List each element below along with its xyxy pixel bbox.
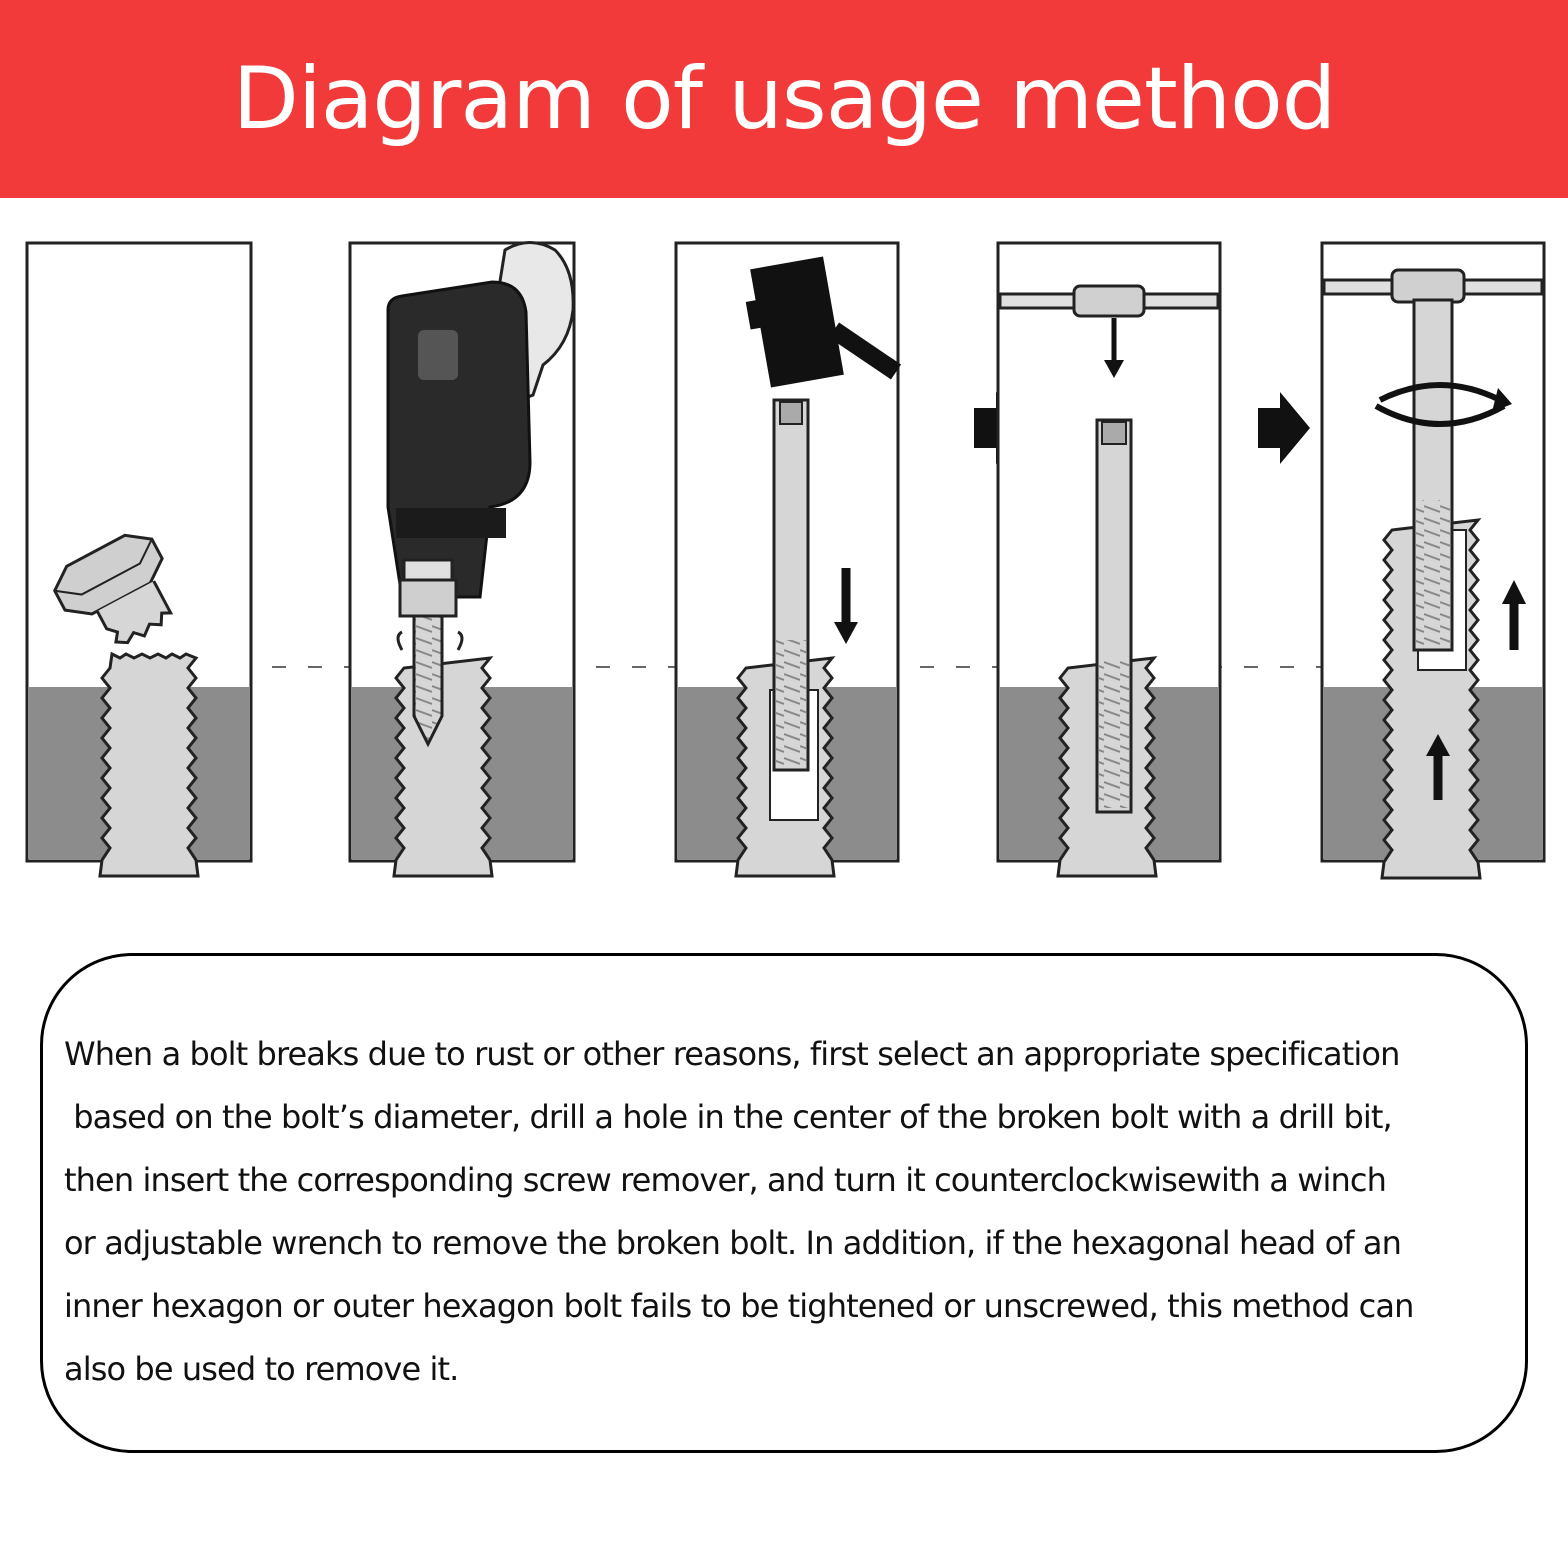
description-text bbox=[64, 1023, 1516, 1401]
drill-bit-icon bbox=[414, 616, 442, 744]
step-1-panel bbox=[27, 243, 251, 876]
description-line: or adjustable wrench to remove the broken bolt. In addition, if the hexagonal head of an bbox=[64, 1224, 1401, 1262]
description-line: inner hexagon or outer hexagon bolt fails to be tightened or unscrewed, this method can bbox=[64, 1287, 1414, 1325]
description-line: also be used to remove it. bbox=[64, 1350, 459, 1388]
next-step-arrow-icon bbox=[1258, 392, 1310, 464]
step-2-panel bbox=[350, 243, 574, 877]
step-3-panel bbox=[676, 243, 898, 876]
description-line: based on the bolt’s diameter, drill a hole in the center of the broken bolt with a drill bit, bbox=[64, 1098, 1392, 1136]
step-4-panel bbox=[974, 243, 1220, 876]
step-5-panel bbox=[1258, 243, 1544, 878]
steps-illustration bbox=[0, 230, 1568, 880]
header-banner bbox=[0, 0, 1568, 198]
page-title: Diagram of usage method bbox=[232, 49, 1336, 149]
description-line: When a bolt breaks due to rust or other reasons, first select an appropriate specification bbox=[64, 1035, 1400, 1073]
bolt-thread-left bbox=[100, 654, 198, 876]
description-line: then insert the corresponding screw remover, and turn it counterclockwisewith a winch bbox=[64, 1161, 1387, 1199]
